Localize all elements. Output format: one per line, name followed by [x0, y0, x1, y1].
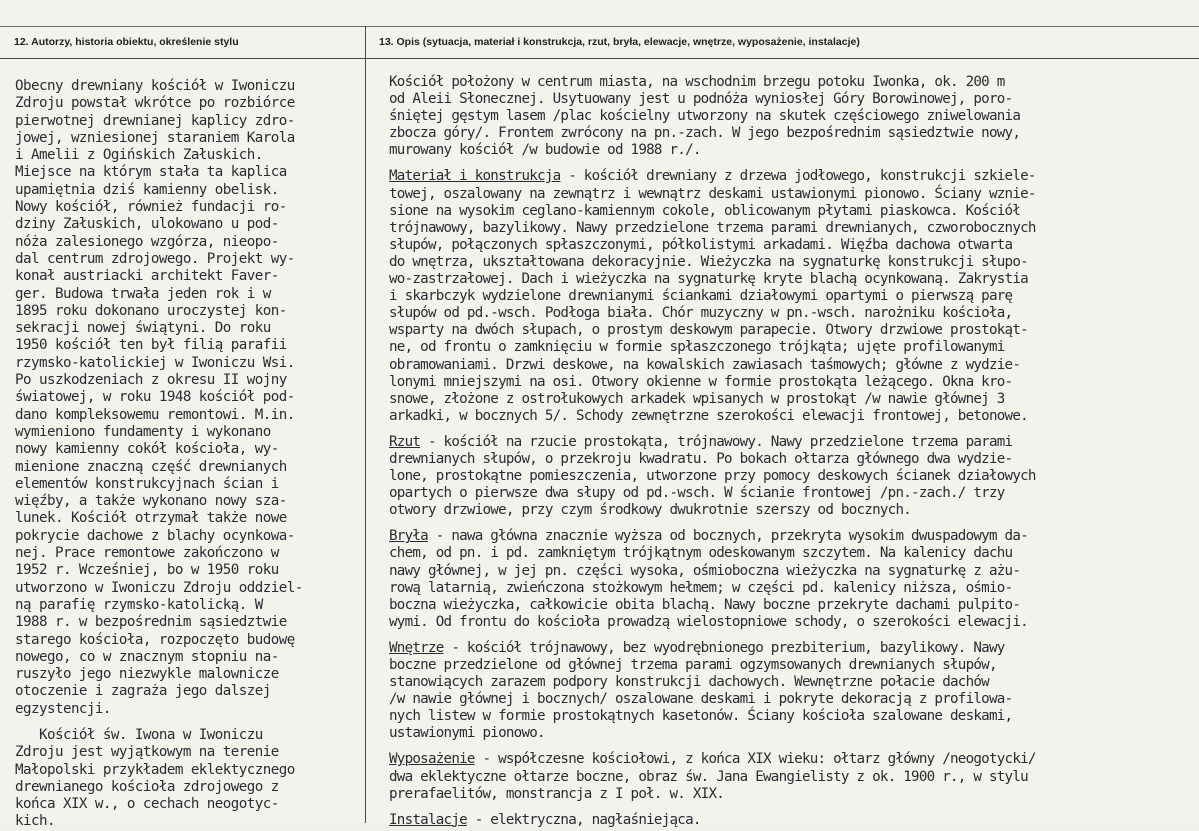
text-line: wymi. Od frontu do kościoła prowadzą wielostopniowe schody, o szerokości elewacji.	[389, 613, 1028, 630]
text-line: ną parafię rzymsko-katolicką. W	[15, 596, 263, 613]
wnetrze-heading: Wnętrze	[389, 639, 444, 656]
text-line: pierwotnej drewnianej kaplicy zdro-	[15, 112, 295, 129]
text-line: słupów od pd.-wsch. Podłoga biała. Chór muzyczny w pn.-wsch. narożniku kościoła,	[389, 305, 1013, 322]
text-span: - kościół na rzucie prostokąta, trójnawowy. Nawy przedzielone trzema parami	[420, 433, 1013, 450]
text-line: stanowiących zarazem podpory konstrukcji dachowych. Wewnętrzne połacie dachów	[389, 674, 989, 691]
intro-paragraph	[389, 74, 1194, 159]
text-line: ruszyło jego niezwykle malownicze	[15, 666, 279, 683]
section-first-line	[389, 751, 1194, 768]
section-first-line	[389, 168, 1194, 185]
text-line: 1988 r. w bezpośrednim sąsiedztwie	[15, 614, 287, 631]
text-span: - kościół trójnawowy, bez wyodrębnionego prezbiterium, bazylikowy. Nawy	[443, 639, 1005, 656]
paragraph-gap	[389, 519, 1194, 528]
paragraph-gap	[389, 425, 1194, 434]
material-section	[389, 168, 1194, 424]
text-line: końca XIX w., o cechach neogotyc-	[15, 796, 279, 813]
text-line: Zdroju jest wyjątkowym na terenie	[15, 744, 279, 761]
text-line: lunek. Kościół otrzymał także nowe	[15, 510, 287, 527]
paragraph-gap	[389, 159, 1194, 168]
section-first-line	[389, 812, 1194, 829]
text-line: murowany kościół /w budowie od 1988 r./.	[389, 142, 701, 159]
text-line: więźby, a także wykonano nowy sza-	[15, 493, 287, 510]
history-paragraph-2	[15, 727, 360, 831]
paragraph-gap	[389, 742, 1194, 751]
text-line: 1895 roku dokonano uroczystej kon-	[15, 302, 287, 319]
text-line: otwory drzwiowe, przy czym środkowy dwukrotnie szerszy od bocznych.	[389, 502, 912, 519]
text-line: obramowaniami. Drzwi deskowe, na kowalskich zawiasach taśmowych; główne z wydzie-	[389, 356, 1021, 373]
text-line: sione na wysokim ceglano-kamiennym cokole, oblicowanym płytami piaskowca. Kościół	[389, 202, 1021, 219]
text-line: ne, od frontu o zamknięciu w formie spłaszczonego trójkąta; ujęte profilowanymi	[389, 339, 1005, 356]
text-line: wo-zastrzałowej. Dach i wieżyczka na sygnaturkę kryte blachą ocynkowaną. Zakrystia	[389, 271, 1028, 288]
text-line: Obecny drewniany kościół w Iwoniczu	[15, 78, 295, 94]
wnetrze-section	[389, 640, 1194, 743]
text-line: nawy głównej, w jej pn. części wysoka, ośmioboczna wieżyczka na sygnaturkę z ażu-	[389, 562, 1021, 579]
text-span: - nawa główna znacznie wyższa od bocznych, przekryta wysokim dwuspadowym da-	[427, 528, 1028, 545]
text-line: i Amelii z Ogińskich Załuskich.	[15, 147, 263, 164]
description-column	[389, 74, 1194, 829]
section-first-line	[389, 528, 1194, 545]
text-line: wymieniono fundamenty i wykonano	[15, 423, 271, 440]
text-line: Kościół św. Iwona w Iwoniczu	[15, 726, 263, 743]
rzut-section	[389, 434, 1194, 519]
text-span: - kościół drewniany z drzewa jodłowego, konstrukcji szkiele-	[560, 168, 1036, 185]
text-line: chem, od pn. i pd. zamkniętym trójkątnym odeskowanym szczytem. Na kalenicy dachu	[389, 545, 1013, 562]
text-line: Małopolski przykładem eklektycznego	[15, 761, 295, 778]
text-line: dziny Załuskich, ulokowano u pod-	[15, 216, 279, 233]
text-line: Miejsce na którym stała ta kaplica	[15, 164, 287, 181]
text-line: śniętej gęstym lasem /plac kościelny utworzony na skutek częściowego zniwelowania	[389, 108, 1021, 125]
text-line: drewnianych słupów, o przekroju kwadratu. Po bokach ołtarza głównego dwa wydzie-	[389, 450, 1013, 467]
text-line: trójnawowy, bazylikowy. Nawy przedzielone trzema parami drewnianych, czworobocznych	[389, 219, 1036, 236]
text-span: - współczesne kościołowi, z końca XIX wieku: ołtarz główny /neogotycki/	[474, 751, 1036, 768]
text-line: od Aleii Słonecznej. Usytuowany jest u podnóża wyniosłej Góry Borowinowej, poro-	[389, 91, 1013, 108]
text-line: rową latarnią, zwieńczona stożkowym hełmem; w części pd. kalenicy niższa, ośmio-	[389, 579, 1013, 596]
text-line: sekracji nowej świątyni. Do roku	[15, 320, 271, 337]
text-line: ger. Budowa trwała jeden rok i w	[15, 285, 271, 302]
text-line: lonymi mniejszymi na osi. Otwory okienne w formie prostokąta leżącego. Okna kro-	[389, 373, 1013, 390]
text-line: słupów, połączonych spłaszczonymi, półkolistymi arkadami. Więźba dachowa otwarta	[389, 236, 1013, 253]
material-heading: Materiał i konstrukcja	[389, 168, 561, 185]
text-line: wsparty na dwóch słupach, o prostym deskowym parapecie. Otwory drzwiowe prostokąt-	[389, 322, 1028, 339]
text-line: nej. Prace remontowe zakończono w	[15, 545, 279, 562]
text-line: lone, prostokątne pomieszczenia, utworzone przy pomocy deskowych ścianek działowych	[389, 468, 1036, 485]
bryla-section	[389, 528, 1194, 631]
text-line: 1950 kościół ten był filią parafii	[15, 337, 287, 354]
text-line: ustawionymi pionowo.	[389, 725, 545, 742]
text-line: boczne przedzielone od głównej trzema parami ogzymsowanych drewnianych słupów,	[389, 657, 997, 673]
text-line: 1952 r. Wcześniej, bo w 1950 roku	[15, 562, 279, 579]
text-line: światowej, w roku 1948 kościół pod-	[15, 389, 295, 406]
paragraph-gap	[15, 718, 360, 727]
text-line: towej, oszalowany na zewnątrz i wewnątrz deskami ustawionymi pionowo. Ściany wznie-	[389, 185, 1036, 202]
rzut-heading: Rzut	[389, 433, 421, 450]
text-line: Kościół położony w centrum miasta, na wschodnim brzegu potoku Iwonka, ok. 200 m	[389, 74, 1005, 90]
text-line: rzymsko-katolickiej w Iwoniczu Wsi.	[15, 354, 295, 371]
text-line: elementów konstrukcyjnach ścian i	[15, 475, 279, 492]
section-first-line	[389, 640, 1194, 657]
text-line: starego kościoła, rozpoczęto budowę	[15, 631, 295, 648]
text-line: Zdroju powstał wkrótce po rozbiórce	[15, 95, 295, 112]
text-line: nowy kamienny cokół kościoła, wy-	[15, 441, 279, 458]
text-line: upamiętnia dziś kamienny obelisk.	[15, 181, 279, 198]
section-first-line	[389, 434, 1194, 451]
text-line: nych listew w formie prostokątnych kasetonów. Ściany kościoła szalowane deskami,	[389, 708, 1013, 725]
text-line: nowego, co w znacznym stopniu na-	[15, 648, 279, 665]
header-row	[0, 0, 1199, 59]
text-line: jowej, wzniesionej staraniem Karola	[15, 129, 295, 146]
column-divider	[365, 26, 366, 823]
text-line: opartych o pierwsze dwa słupy od pd.-wsch. W ścianie frontowej /pn.-zach./ trzy	[389, 485, 1005, 502]
history-column	[15, 78, 360, 831]
text-line: dano kompleksowemu remontowi. M.in.	[15, 406, 295, 423]
right-column-title: 13. Opis (sytuacja, materiał i konstrukcja, rzut, bryła, elewacje, wnętrze, wyposażenie, instalacje)	[379, 36, 860, 48]
text-line: arkadki, w bocznych 5/. Schody zewnętrzne szerokości elewacji frontowej, betonowe.	[389, 407, 1028, 424]
instalacje-section	[389, 812, 1194, 829]
text-line: utworzono w Iwoniczu Zdroju oddziel-	[15, 579, 303, 596]
text-span: - elektryczna, nagłaśniejąca.	[466, 811, 701, 828]
history-paragraph-1	[15, 78, 360, 718]
text-line: pokrycie dachowe z blachy ocynkowa-	[15, 527, 295, 544]
text-line: konał austriacki architekt Faver-	[15, 268, 279, 285]
left-column-title: 12. Autorzy, historia obiektu, określenie stylu	[14, 36, 239, 48]
text-line: otoczenie i zagraża jego dalszej	[15, 683, 271, 700]
text-line: dwa eklektyczne ołtarze boczne, obraz św. Jana Ewangielisty z ok. 1900 r., w stylu	[389, 768, 1028, 785]
text-line: Nowy kościół, również fundacji ro-	[15, 199, 287, 216]
text-line: mienione znaczną część drewnianych	[15, 458, 287, 475]
text-line: drewnianego kościoła zdrojowego z	[15, 778, 279, 795]
paragraph-gap	[389, 631, 1194, 640]
text-line: nóża zalesionego wzgórza, nieopo-	[15, 233, 279, 250]
wyposazenie-section	[389, 751, 1194, 802]
text-line: Po uszkodzeniach z okresu II wojny	[15, 372, 287, 389]
text-line: prerafaelitów, monstrancja z I poł. w. XIX.	[389, 785, 725, 802]
wyposazenie-heading: Wyposażenie	[389, 751, 475, 768]
text-line: kich.	[15, 813, 55, 830]
text-line: snowe, złożone z ostrołukowych arkadek wpisanych w prostokąt /w nawie głównej 3	[389, 390, 1005, 407]
text-line: egzystencji.	[15, 700, 111, 717]
text-line: /w nawie głównej i bocznych/ oszalowane deskami i pokryte dekoracją z profilowa-	[389, 691, 1013, 708]
instalacje-heading: Instalacje	[389, 811, 467, 828]
paragraph-gap	[389, 803, 1194, 812]
text-line: boczna wieżyczka, całkowicie obita blachą. Nawy boczne przekryte dachami pulpito-	[389, 596, 1021, 613]
bryla-heading: Bryła	[389, 528, 428, 545]
text-line: zbocza góry/. Frontem zwrócony na pn.-zach. W jego bezpośrednim sąsiedztwie nowy,	[389, 125, 1021, 142]
text-line: i skarbczyk wydzielone drewnianymi ściankami działowymi opartymi o pierwszą parę	[389, 288, 1013, 305]
text-line: dal centrum zdrojowego. Projekt wy-	[15, 250, 295, 267]
text-line: do wnętrza, ukształtowana dekoracyjnie. Wieżyczka na sygnaturkę konstrukcji słupo-	[389, 253, 1028, 270]
